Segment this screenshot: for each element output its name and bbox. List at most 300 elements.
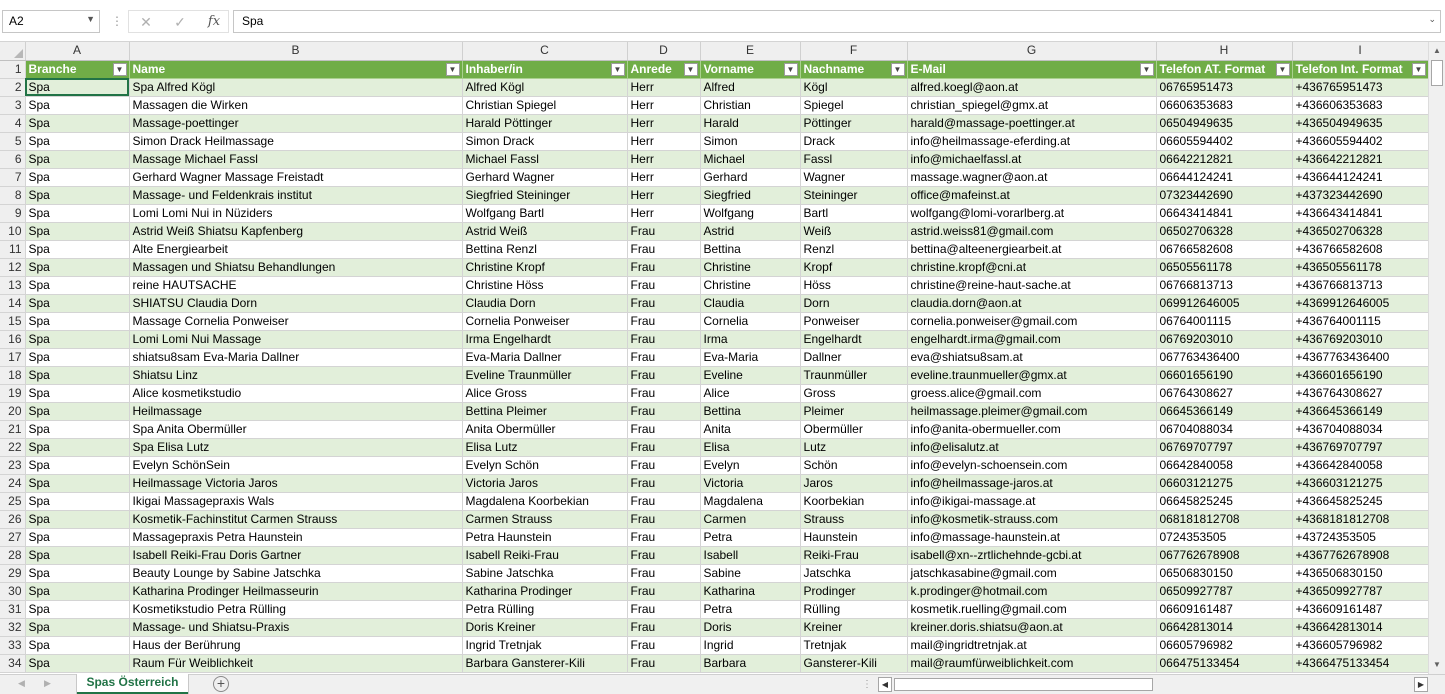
table-cell[interactable]: 06504949635 [1156,114,1292,132]
table-cell[interactable]: info@heilmassage-jaros.at [907,474,1156,492]
table-cell[interactable]: 06645825245 [1156,492,1292,510]
triangle-left-icon[interactable]: ◀ [18,678,25,688]
table-cell[interactable]: wolfgang@lomi-vorarlberg.at [907,204,1156,222]
table-cell[interactable]: Frau [627,456,700,474]
table-cell[interactable]: christine.kropf@cni.at [907,258,1156,276]
table-cell[interactable]: Spa [25,618,129,636]
table-cell[interactable]: Herr [627,78,700,96]
row-header[interactable]: 27 [0,528,25,546]
table-cell[interactable]: jatschkasabine@gmail.com [907,564,1156,582]
table-cell[interactable]: Cornelia Ponweiser [462,312,627,330]
table-cell[interactable]: Shiatsu Linz [129,366,462,384]
table-cell[interactable]: Evelyn [700,456,800,474]
table-cell[interactable]: groess.alice@gmail.com [907,384,1156,402]
table-cell[interactable]: +4366475133454 [1292,654,1428,672]
table-cell[interactable]: eva@shiatsu8sam.at [907,348,1156,366]
table-cell[interactable]: 06506830150 [1156,564,1292,582]
table-cell[interactable]: Simon [700,132,800,150]
table-cell[interactable]: Elisa [700,438,800,456]
table-cell[interactable]: 06603121275 [1156,474,1292,492]
table-cell[interactable]: Irma Engelhardt [462,330,627,348]
table-cell[interactable]: Bettina Pleimer [462,402,627,420]
table-cell[interactable]: Magdalena Koorbekian [462,492,627,510]
table-cell[interactable]: Höss [800,276,907,294]
row-header[interactable]: 9 [0,204,25,222]
table-cell[interactable]: Frau [627,438,700,456]
table-cell[interactable]: Wagner [800,168,907,186]
table-cell[interactable]: Frau [627,564,700,582]
table-cell[interactable]: Jatschka [800,564,907,582]
table-cell[interactable]: Spa [25,186,129,204]
table-cell[interactable]: Cornelia [700,312,800,330]
table-cell[interactable]: 066475133454 [1156,654,1292,672]
filter-dropdown-icon[interactable]: ▼ [891,63,905,76]
table-cell[interactable]: Alte Energiearbeit [129,240,462,258]
table-cell[interactable]: Frau [627,366,700,384]
table-cell[interactable]: 06605796982 [1156,636,1292,654]
table-cell[interactable]: Spa [25,96,129,114]
table-cell[interactable]: Wolfgang [700,204,800,222]
triangle-right-icon[interactable]: ▶ [1414,677,1428,692]
table-cell[interactable]: Frau [627,402,700,420]
table-cell[interactable]: info@anita-obermueller.com [907,420,1156,438]
table-cell[interactable]: Christine [700,258,800,276]
table-cell[interactable]: +436645825245 [1292,492,1428,510]
row-header[interactable]: 5 [0,132,25,150]
table-cell[interactable]: Spa [25,312,129,330]
table-cell[interactable]: Petra Haunstein [462,528,627,546]
row-header[interactable]: 12 [0,258,25,276]
table-cell[interactable]: Sabine Jatschka [462,564,627,582]
row-header[interactable]: 6 [0,150,25,168]
table-cell[interactable]: Magdalena [700,492,800,510]
table-cell[interactable]: alfred.koegl@aon.at [907,78,1156,96]
table-cell[interactable]: Alice [700,384,800,402]
table-cell[interactable]: isabell@xn--zrtlichehnde-gcbi.at [907,546,1156,564]
table-cell[interactable]: Spa Alfred Kögl [129,78,462,96]
table-cell[interactable]: Sabine [700,564,800,582]
column-header[interactable]: E [700,42,800,60]
table-cell[interactable]: Spa [25,528,129,546]
enter-icon[interactable]: ✓ [174,14,186,30]
row-header[interactable]: 34 [0,654,25,672]
table-cell[interactable]: Victoria Jaros [462,474,627,492]
table-cell[interactable]: Ingrid [700,636,800,654]
table-cell[interactable]: Spa [25,654,129,672]
horizontal-scroll-thumb[interactable] [894,678,1153,691]
table-cell[interactable]: Ikigai Massagepraxis Wals [129,492,462,510]
table-cell[interactable]: Massage- und Feldenkrais institut [129,186,462,204]
table-cell[interactable]: 06644124241 [1156,168,1292,186]
table-cell[interactable]: 067763436400 [1156,348,1292,366]
table-cell[interactable]: +436644124241 [1292,168,1428,186]
table-cell[interactable]: Spa [25,168,129,186]
table-cell[interactable]: Gansterer-Kili [800,654,907,672]
table-cell[interactable]: Pleimer [800,402,907,420]
column-header[interactable]: C [462,42,627,60]
table-cell[interactable]: Katharina Prodinger [462,582,627,600]
table-cell[interactable]: mail@raumfürweiblichkeit.com [907,654,1156,672]
table-cell[interactable]: Doris Kreiner [462,618,627,636]
filter-dropdown-icon[interactable]: ▼ [113,63,127,76]
name-box[interactable] [2,10,100,33]
table-cell[interactable]: Frau [627,510,700,528]
table-cell[interactable]: Gross [800,384,907,402]
table-cell[interactable]: +436766582608 [1292,240,1428,258]
table-cell[interactable]: Frau [627,312,700,330]
table-cell[interactable]: Petra Rülling [462,600,627,618]
select-all-corner[interactable] [0,42,25,60]
table-cell[interactable]: Elisa Lutz [462,438,627,456]
table-cell[interactable]: info@heilmassage-eferding.at [907,132,1156,150]
table-cell[interactable]: Spa [25,582,129,600]
table-header-cell[interactable] [800,60,907,78]
table-cell[interactable]: Massage Cornelia Ponweiser [129,312,462,330]
table-cell[interactable]: 06605594402 [1156,132,1292,150]
table-cell[interactable]: +436642840058 [1292,456,1428,474]
table-cell[interactable]: Herr [627,132,700,150]
table-cell[interactable]: +436764001115 [1292,312,1428,330]
table-cell[interactable]: heilmassage.pleimer@gmail.com [907,402,1156,420]
horizontal-scrollbar[interactable] [878,677,1428,692]
table-cell[interactable]: SHIATSU Claudia Dorn [129,294,462,312]
table-cell[interactable]: Bartl [800,204,907,222]
table-cell[interactable]: +436509927787 [1292,582,1428,600]
table-cell[interactable]: 06764308627 [1156,384,1292,402]
row-header[interactable]: 26 [0,510,25,528]
table-cell[interactable]: claudia.dorn@aon.at [907,294,1156,312]
table-cell[interactable]: Spa [25,348,129,366]
table-cell[interactable]: Simon Drack Heilmassage [129,132,462,150]
table-cell[interactable]: Spa [25,600,129,618]
table-cell[interactable]: Frau [627,528,700,546]
table-cell[interactable]: Rülling [800,600,907,618]
table-cell[interactable]: Frau [627,618,700,636]
table-cell[interactable]: Koorbekian [800,492,907,510]
table-cell[interactable]: Spa [25,438,129,456]
table-header-cell[interactable] [907,60,1156,78]
table-cell[interactable]: Frau [627,546,700,564]
table-cell[interactable]: Spa [25,294,129,312]
insert-function-icon[interactable]: fx [207,14,221,29]
triangle-up-icon[interactable]: ▲ [1433,46,1441,55]
table-cell[interactable]: +4367763436400 [1292,348,1428,366]
table-cell[interactable]: info@michaelfassl.at [907,150,1156,168]
table-cell[interactable]: +436505561178 [1292,258,1428,276]
table-cell[interactable]: +436601656190 [1292,366,1428,384]
table-cell[interactable]: Frau [627,240,700,258]
table-cell[interactable]: Barbara [700,654,800,672]
row-header[interactable]: 24 [0,474,25,492]
table-cell[interactable]: Spa [25,258,129,276]
table-cell[interactable]: Haus der Berührung [129,636,462,654]
row-header[interactable]: 15 [0,312,25,330]
table-cell[interactable]: Carmen [700,510,800,528]
table-cell[interactable]: +436769203010 [1292,330,1428,348]
table-cell[interactable]: +436643414841 [1292,204,1428,222]
table-cell[interactable]: Kosmetikstudio Petra Rülling [129,600,462,618]
table-cell[interactable]: engelhardt.irma@gmail.com [907,330,1156,348]
column-header[interactable]: A [25,42,129,60]
table-cell[interactable]: astrid.weiss81@gmail.com [907,222,1156,240]
column-header[interactable]: D [627,42,700,60]
table-cell[interactable]: +436645366149 [1292,402,1428,420]
table-cell[interactable]: Frau [627,294,700,312]
table-cell[interactable]: Massagepraxis Petra Haunstein [129,528,462,546]
row-header[interactable]: 28 [0,546,25,564]
table-cell[interactable]: Massagen die Wirken [129,96,462,114]
table-cell[interactable]: Spiegel [800,96,907,114]
column-header[interactable]: I [1292,42,1428,60]
row-header[interactable]: 30 [0,582,25,600]
table-cell[interactable]: 06769707797 [1156,438,1292,456]
table-cell[interactable]: Spa [25,114,129,132]
table-cell[interactable]: Harald [700,114,800,132]
table-header-cell[interactable] [1292,60,1428,78]
table-cell[interactable]: Spa [25,366,129,384]
table-cell[interactable]: christine@reine-haut-sache.at [907,276,1156,294]
table-cell[interactable]: Frau [627,492,700,510]
table-cell[interactable]: +436764308627 [1292,384,1428,402]
table-cell[interactable]: Kögl [800,78,907,96]
table-cell[interactable]: Lutz [800,438,907,456]
table-cell[interactable]: Spa [25,78,129,96]
table-cell[interactable]: Alice Gross [462,384,627,402]
table-cell[interactable]: Michael [700,150,800,168]
table-cell[interactable]: harald@massage-poettinger.at [907,114,1156,132]
table-cell[interactable]: Dorn [800,294,907,312]
table-cell[interactable]: Spa [25,204,129,222]
table-cell[interactable]: info@elisalutz.at [907,438,1156,456]
table-cell[interactable]: Spa [25,636,129,654]
table-cell[interactable]: Weiß [800,222,907,240]
table-cell[interactable]: Massagen und Shiatsu Behandlungen [129,258,462,276]
table-cell[interactable]: +436765951473 [1292,78,1428,96]
table-cell[interactable]: info@evelyn-schoensein.com [907,456,1156,474]
table-cell[interactable]: Wolfgang Bartl [462,204,627,222]
table-cell[interactable]: Alice kosmetikstudio [129,384,462,402]
table-cell[interactable]: 06645366149 [1156,402,1292,420]
table-cell[interactable]: Alfred [700,78,800,96]
table-cell[interactable]: +436642813014 [1292,618,1428,636]
table-cell[interactable]: office@mafeinst.at [907,186,1156,204]
filter-dropdown-icon[interactable]: ▼ [1412,63,1426,76]
row-header[interactable]: 23 [0,456,25,474]
table-cell[interactable]: info@massage-haunstein.at [907,528,1156,546]
table-cell[interactable]: cornelia.ponweiser@gmail.com [907,312,1156,330]
table-cell[interactable]: +436766813713 [1292,276,1428,294]
table-cell[interactable]: Herr [627,204,700,222]
table-cell[interactable]: Lomi Lomi Nui Massage [129,330,462,348]
row-header[interactable]: 31 [0,600,25,618]
row-header[interactable]: 11 [0,240,25,258]
table-cell[interactable]: 06505561178 [1156,258,1292,276]
row-header[interactable]: 10 [0,222,25,240]
table-cell[interactable]: +436506830150 [1292,564,1428,582]
row-header[interactable]: 8 [0,186,25,204]
table-cell[interactable]: Spa Anita Obermüller [129,420,462,438]
table-cell[interactable]: 0724353505 [1156,528,1292,546]
table-cell[interactable]: 06769203010 [1156,330,1292,348]
table-cell[interactable]: christian_spiegel@gmx.at [907,96,1156,114]
table-cell[interactable]: Petra [700,528,800,546]
table-cell[interactable]: 07323442690 [1156,186,1292,204]
table-cell[interactable]: +4369912646005 [1292,294,1428,312]
table-cell[interactable]: Kreiner [800,618,907,636]
row-header[interactable]: 3 [0,96,25,114]
table-cell[interactable]: 06643414841 [1156,204,1292,222]
table-header-cell[interactable] [700,60,800,78]
table-cell[interactable]: eveline.traunmueller@gmx.at [907,366,1156,384]
table-cell[interactable]: Spa [25,474,129,492]
chevron-down-icon[interactable]: ▼ [86,14,95,24]
table-cell[interactable]: Frau [627,276,700,294]
table-cell[interactable]: Petra [700,600,800,618]
table-cell[interactable]: Barbara Gansterer-Kili [462,654,627,672]
table-cell[interactable]: Anita [700,420,800,438]
column-header[interactable]: F [800,42,907,60]
table-cell[interactable]: Eveline Traunmüller [462,366,627,384]
add-sheet-icon[interactable]: + [213,676,229,692]
row-header[interactable]: 7 [0,168,25,186]
table-cell[interactable]: Pöttinger [800,114,907,132]
table-cell[interactable]: Siegfried Steininger [462,186,627,204]
table-cell[interactable]: 06766813713 [1156,276,1292,294]
table-cell[interactable]: Alfred Kögl [462,78,627,96]
table-cell[interactable]: +436603121275 [1292,474,1428,492]
table-cell[interactable]: Isabell [700,546,800,564]
table-cell[interactable]: +436605796982 [1292,636,1428,654]
table-cell[interactable]: +436605594402 [1292,132,1428,150]
table-cell[interactable]: Ponweiser [800,312,907,330]
formula-input[interactable] [233,10,1441,33]
row-header[interactable]: 16 [0,330,25,348]
table-cell[interactable]: Massage-poettinger [129,114,462,132]
table-cell[interactable]: Frau [627,636,700,654]
table-cell[interactable]: Isabell Reiki-Frau [462,546,627,564]
table-cell[interactable]: 06704088034 [1156,420,1292,438]
table-cell[interactable]: Engelhardt [800,330,907,348]
table-cell[interactable]: Frau [627,474,700,492]
table-cell[interactable]: 06642813014 [1156,618,1292,636]
row-header[interactable]: 22 [0,438,25,456]
table-cell[interactable]: Frau [627,258,700,276]
table-cell[interactable]: Astrid Weiß [462,222,627,240]
table-cell[interactable]: Dallner [800,348,907,366]
table-cell[interactable]: Spa [25,240,129,258]
table-cell[interactable]: Katharina [700,582,800,600]
table-cell[interactable]: Strauss [800,510,907,528]
table-cell[interactable]: 06766582608 [1156,240,1292,258]
table-cell[interactable]: +436642212821 [1292,150,1428,168]
table-cell[interactable]: Spa [25,384,129,402]
table-cell[interactable]: Kosmetik-Fachinstitut Carmen Strauss [129,510,462,528]
table-cell[interactable]: Frau [627,330,700,348]
table-cell[interactable]: Claudia Dorn [462,294,627,312]
sheet-tab-active[interactable]: Spas Österreich [77,674,188,694]
table-cell[interactable]: kosmetik.ruelling@gmail.com [907,600,1156,618]
table-cell[interactable]: Bettina [700,402,800,420]
table-cell[interactable]: 06765951473 [1156,78,1292,96]
table-header-cell[interactable] [462,60,627,78]
table-cell[interactable]: Prodinger [800,582,907,600]
table-cell[interactable]: kreiner.doris.shiatsu@aon.at [907,618,1156,636]
table-cell[interactable]: Frau [627,582,700,600]
table-cell[interactable]: Spa [25,402,129,420]
table-cell[interactable]: 06642840058 [1156,456,1292,474]
table-cell[interactable]: Christine Höss [462,276,627,294]
table-cell[interactable]: Obermüller [800,420,907,438]
triangle-down-icon[interactable]: ▼ [1433,660,1441,669]
table-cell[interactable]: +4368181812708 [1292,510,1428,528]
table-cell[interactable]: Gerhard Wagner [462,168,627,186]
table-cell[interactable]: Eva-Maria Dallner [462,348,627,366]
column-header[interactable]: H [1156,42,1292,60]
table-cell[interactable]: Spa [25,492,129,510]
row-header[interactable]: 14 [0,294,25,312]
table-cell[interactable]: Spa [25,456,129,474]
table-cell[interactable]: 067762678908 [1156,546,1292,564]
table-cell[interactable]: Raum Für Weiblichkeit [129,654,462,672]
table-cell[interactable]: Massage- und Shiatsu-Praxis [129,618,462,636]
tab-split-handle-icon[interactable]: ⋮ [862,679,871,690]
table-header-cell[interactable] [1156,60,1292,78]
table-cell[interactable]: Harald Pöttinger [462,114,627,132]
filter-dropdown-icon[interactable]: ▼ [611,63,625,76]
table-cell[interactable]: Frau [627,420,700,438]
table-cell[interactable]: Fassl [800,150,907,168]
table-cell[interactable]: Massage Michael Fassl [129,150,462,168]
table-cell[interactable]: Spa [25,564,129,582]
table-cell[interactable]: Frau [627,348,700,366]
table-cell[interactable]: 06642212821 [1156,150,1292,168]
table-cell[interactable]: Frau [627,654,700,672]
table-cell[interactable]: Steininger [800,186,907,204]
vertical-scroll-thumb[interactable] [1431,60,1443,86]
drag-handle-icon[interactable]: ⋮ [111,14,122,28]
table-cell[interactable]: Spa [25,510,129,528]
table-cell[interactable]: Herr [627,150,700,168]
table-cell[interactable]: Christian [700,96,800,114]
table-cell[interactable]: mail@ingridtretnjak.at [907,636,1156,654]
table-cell[interactable]: 06601656190 [1156,366,1292,384]
table-cell[interactable]: info@ikigai-massage.at [907,492,1156,510]
table-cell[interactable]: Isabell Reiki-Frau Doris Gartner [129,546,462,564]
column-header[interactable]: G [907,42,1156,60]
table-cell[interactable]: Heilmassage [129,402,462,420]
table-cell[interactable]: Christian Spiegel [462,96,627,114]
cancel-icon[interactable]: ✕ [140,14,152,30]
table-header-cell[interactable] [627,60,700,78]
table-cell[interactable]: Spa [25,276,129,294]
table-cell[interactable]: Gerhard Wagner Massage Freistadt [129,168,462,186]
table-cell[interactable]: +437323442690 [1292,186,1428,204]
vertical-scrollbar[interactable] [1428,42,1445,674]
table-cell[interactable]: Victoria [700,474,800,492]
table-cell[interactable]: Schön [800,456,907,474]
table-cell[interactable]: Doris [700,618,800,636]
table-cell[interactable]: Heilmassage Victoria Jaros [129,474,462,492]
table-cell[interactable]: Ingrid Tretnjak [462,636,627,654]
table-cell[interactable]: Eveline [700,366,800,384]
table-cell[interactable]: Simon Drack [462,132,627,150]
column-header[interactable]: B [129,42,462,60]
table-cell[interactable]: Beauty Lounge by Sabine Jatschka [129,564,462,582]
filter-dropdown-icon[interactable]: ▼ [684,63,698,76]
table-cell[interactable]: Siegfried [700,186,800,204]
table-cell[interactable]: Evelyn SchönSein [129,456,462,474]
row-header[interactable]: 21 [0,420,25,438]
